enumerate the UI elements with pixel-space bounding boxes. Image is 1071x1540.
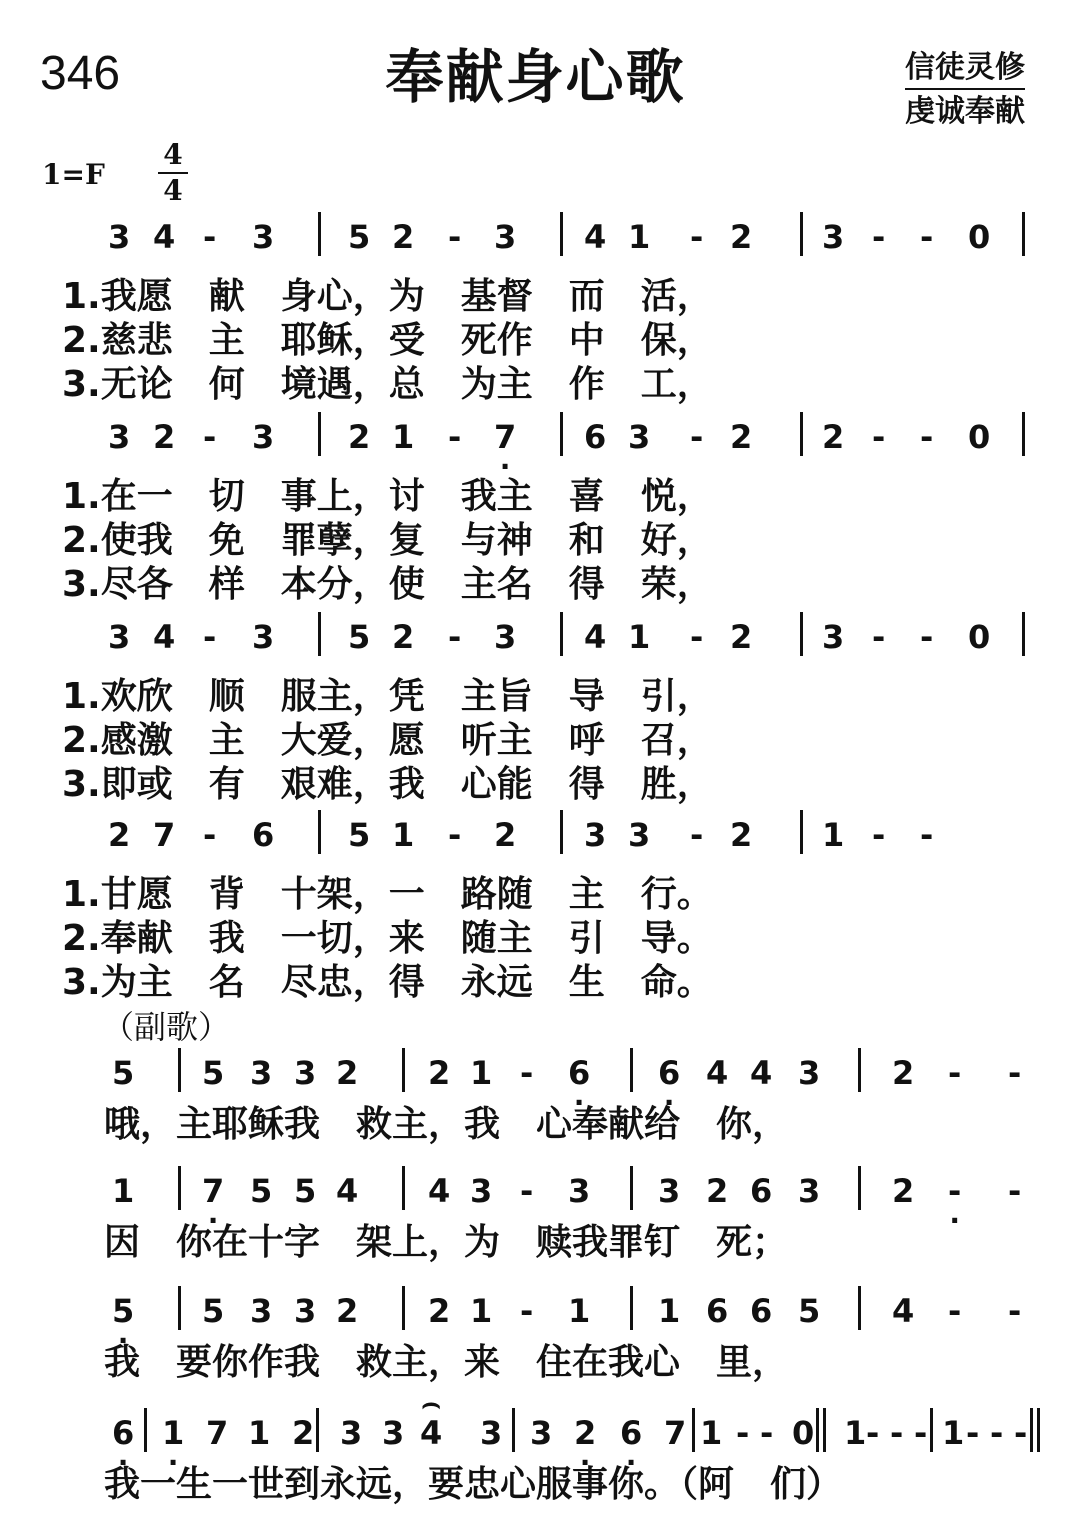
note: 5 . [112,1292,134,1330]
note: 3 [252,618,275,656]
note: 5 [348,816,371,854]
note: 2 [428,1054,451,1092]
note: 2 [706,1172,729,1210]
note: 4 [892,1292,915,1330]
dash-note: - [448,218,462,256]
note: 4 [336,1172,359,1210]
barline [800,212,803,256]
note: 5 [294,1172,317,1210]
note: 6 [750,1172,773,1210]
double-barline [1030,1408,1040,1452]
note: 2 [292,1414,315,1452]
note: 2 [494,816,517,854]
note: 2 [153,418,176,456]
dash-note: - [736,1414,750,1452]
note: 1 [822,816,845,854]
time-signature-bottom: 4 [163,174,183,207]
dash-note: - [872,816,886,854]
note: 4 [750,1054,773,1092]
dash-note: - [448,618,462,656]
verse-lyric-line: 1.在一 切 事上，讨 我主 喜 悦， [62,476,713,517]
note: 2 [392,218,415,256]
note: 1 [628,218,651,256]
barline [858,1166,861,1210]
note: 3 [252,418,275,456]
note: 1 [470,1054,493,1092]
barline [318,612,321,656]
time-signature-top: 4 [163,138,183,171]
meta-line-2: 虔诚奉献 [905,94,1025,129]
note: 3 [658,1172,681,1210]
dash-note: - [1008,1054,1022,1092]
note: 2 [730,816,753,854]
note: 1 [248,1414,271,1452]
verse-lyric-line: 1.甘愿 背 十架，一 路随 主 行。 [62,874,713,915]
note: 3 [798,1054,821,1092]
note: 4 [153,618,176,656]
note: 3 [252,218,275,256]
chorus-lyric-line: 哦，主耶稣我 救主，我 心奉献给 你， [104,1104,789,1145]
dash-note: - [920,816,934,854]
note: 3 [382,1414,405,1452]
barline [512,1408,515,1452]
page-title: 奉献身心歌 [385,43,686,111]
dash-note: - [690,418,704,456]
barline [800,810,803,854]
note: 3 [628,816,651,854]
note: 4 [584,618,607,656]
verse-lyric-line: 2.奉献 我 一切，来 随主 引 导。 [62,918,713,959]
note: 3 [628,418,651,456]
note: 3 [470,1172,493,1210]
dash-note: - [760,1414,774,1452]
double-barline [816,1408,826,1452]
barline [560,612,563,656]
barline [402,1166,405,1210]
verse-lyric-line: 1.欢欣 顺 服主，凭 主旨 导 引， [62,676,713,717]
note: 2 [892,1172,915,1210]
dash-note: - [203,618,217,656]
dash-note: - [520,1172,534,1210]
dash-note: - [203,816,217,854]
note: 3 [568,1172,591,1210]
verse-lyric-line: 3.尽各 样 本分，使 主名 得 荣， [62,564,713,605]
dash-note: - [448,816,462,854]
dash-note: - [920,618,934,656]
note: 3 [340,1414,363,1452]
note: 1 [392,816,415,854]
key-signature: 1=F [42,158,105,191]
note: 4 [428,1172,451,1210]
note: 5 [112,1054,135,1092]
note: 5 [202,1054,225,1092]
note: 4 [584,218,607,256]
time-signature [158,140,188,206]
dash-note: - [866,1414,880,1452]
note: 6 [750,1292,773,1330]
barline [800,612,803,656]
note: 3 [480,1414,503,1452]
note: 3 [108,418,131,456]
chorus-label: （副歌） [102,1008,231,1046]
barline [800,412,803,456]
note: 6 . [568,1054,590,1092]
note: 2 [730,418,753,456]
barline [144,1408,147,1452]
barline [630,1048,633,1092]
meta-line-1: 信徒灵修 [905,42,1025,90]
note: 3 [494,218,517,256]
note: 3 [530,1414,553,1452]
verse-lyric-line: 2.感激 主 大爱，愿 听主 呼 召， [62,720,713,761]
barline [858,1048,861,1092]
barline [178,1048,181,1092]
dash-note: - [966,1414,980,1452]
note: 6 . [112,1414,134,1452]
note: 2 [348,418,371,456]
barline [1022,212,1025,256]
note: 4 [153,218,176,256]
note: 2 [108,816,131,854]
note: 2 [730,618,753,656]
note: 1 [392,418,415,456]
note: 1 [568,1292,591,1330]
barline [316,1408,319,1452]
chorus-lyric-line: 我一生一世到永远，要忠心服事你。（阿 们） [104,1464,843,1505]
note: 3 [822,218,845,256]
verse-lyric-line: 2.使我 免 罪孽，复 与神 和 好， [62,520,713,561]
note: 1 [844,1414,867,1452]
chorus-lyric-line: 因 你在十字 架上，为 赎我罪钉 死； [104,1222,789,1263]
barline [1022,412,1025,456]
note: 3 [494,618,517,656]
dash-note: - [203,418,217,456]
note: 7 [664,1414,687,1452]
note: 0 [968,418,991,456]
note: 2 [822,418,845,456]
verse-1-notes-row [0,218,1071,268]
note: 2 [392,618,415,656]
verse-lyric-line: 3.即或 有 艰难，我 心能 得 胜， [62,764,713,805]
barline [560,212,563,256]
note: 6 [706,1292,729,1330]
note: 1 [942,1414,965,1452]
dash-note: - [914,1414,928,1452]
dash-note: - . [948,1172,961,1210]
note: 3 [822,618,845,656]
barline [560,810,563,854]
barline [178,1166,181,1210]
note: 2 [336,1054,359,1092]
dash-note: - [948,1054,962,1092]
note: 6 . [658,1054,680,1092]
note: 5 [348,618,371,656]
dash-note: - [690,218,704,256]
note: 1 [112,1172,135,1210]
note: 3 [108,218,131,256]
verse-lyric-line: 3.无论 何 境遇，总 为主 作 工， [62,364,713,405]
barline [178,1286,181,1330]
barline [930,1408,933,1452]
dash-note: - [1014,1414,1028,1452]
barline [630,1286,633,1330]
note: 4 [706,1054,729,1092]
dash-note: - [690,816,704,854]
dash-note: - [872,418,886,456]
note: 2 [730,218,753,256]
note: 0 [968,218,991,256]
note: 7 . [494,418,516,456]
note: 3 [250,1292,273,1330]
verse-4-notes-row [0,816,1071,866]
dash-note: - [990,1414,1004,1452]
note: 3 [108,618,131,656]
dash-note: - [1008,1172,1022,1210]
note: 6 [584,418,607,456]
note: 2 . [574,1414,596,1452]
barline [692,1408,695,1452]
note: 5 [798,1292,821,1330]
note: 1 [628,618,651,656]
dash-note: - [203,218,217,256]
note: 6 . [620,1414,642,1452]
barline [318,810,321,854]
note: 1 [470,1292,493,1330]
note: 2 [892,1054,915,1092]
note: 5 [250,1172,273,1210]
barline [402,1048,405,1092]
note: 2 [336,1292,359,1330]
dash-note: - [948,1292,962,1330]
note: 3 [798,1172,821,1210]
note: 6 [252,816,275,854]
barline [402,1286,405,1330]
note: 3 [294,1054,317,1092]
dash-note: - [920,218,934,256]
verse-2-notes-row [0,418,1071,468]
dash-note: - [920,418,934,456]
note: 3 [584,816,607,854]
note: 1 . [162,1414,184,1452]
barline [1022,612,1025,656]
verse-lyric-line: 2.慈悲 主 耶稣，受 死作 中 保， [62,320,713,361]
hymn-number: 346 [40,47,121,100]
dash-note: - [872,218,886,256]
note: 7 . [202,1172,224,1210]
barline [560,412,563,456]
dash-note: - [690,618,704,656]
dash-note: - [890,1414,904,1452]
barline [318,412,321,456]
note: 7 [153,816,176,854]
note: 1 [700,1414,723,1452]
note: ⌢ 4 [420,1414,442,1452]
note: 7 [206,1414,229,1452]
dash-note: - [520,1054,534,1092]
note: 5 [202,1292,225,1330]
note: 1 [658,1292,681,1330]
note: 0 [792,1414,815,1452]
note: 5 [348,218,371,256]
note: 3 [294,1292,317,1330]
barline [318,212,321,256]
dash-note: - [448,418,462,456]
dash-note: - [1008,1292,1022,1330]
note: 3 [250,1054,273,1092]
note: 0 [968,618,991,656]
note: 2 [428,1292,451,1330]
dash-note: - [520,1292,534,1330]
verse-3-notes-row [0,618,1071,668]
chorus-lyric-line: 我 要你作我 救主，来 住在我心 里， [104,1342,789,1383]
barline [630,1166,633,1210]
dash-note: - [872,618,886,656]
verse-lyric-line: 3.为主 名 尽忠，得 永远 生 命。 [62,962,713,1003]
barline [858,1286,861,1330]
verse-lyric-line: 1.我愿 献 身心，为 基督 而 活， [62,276,713,317]
